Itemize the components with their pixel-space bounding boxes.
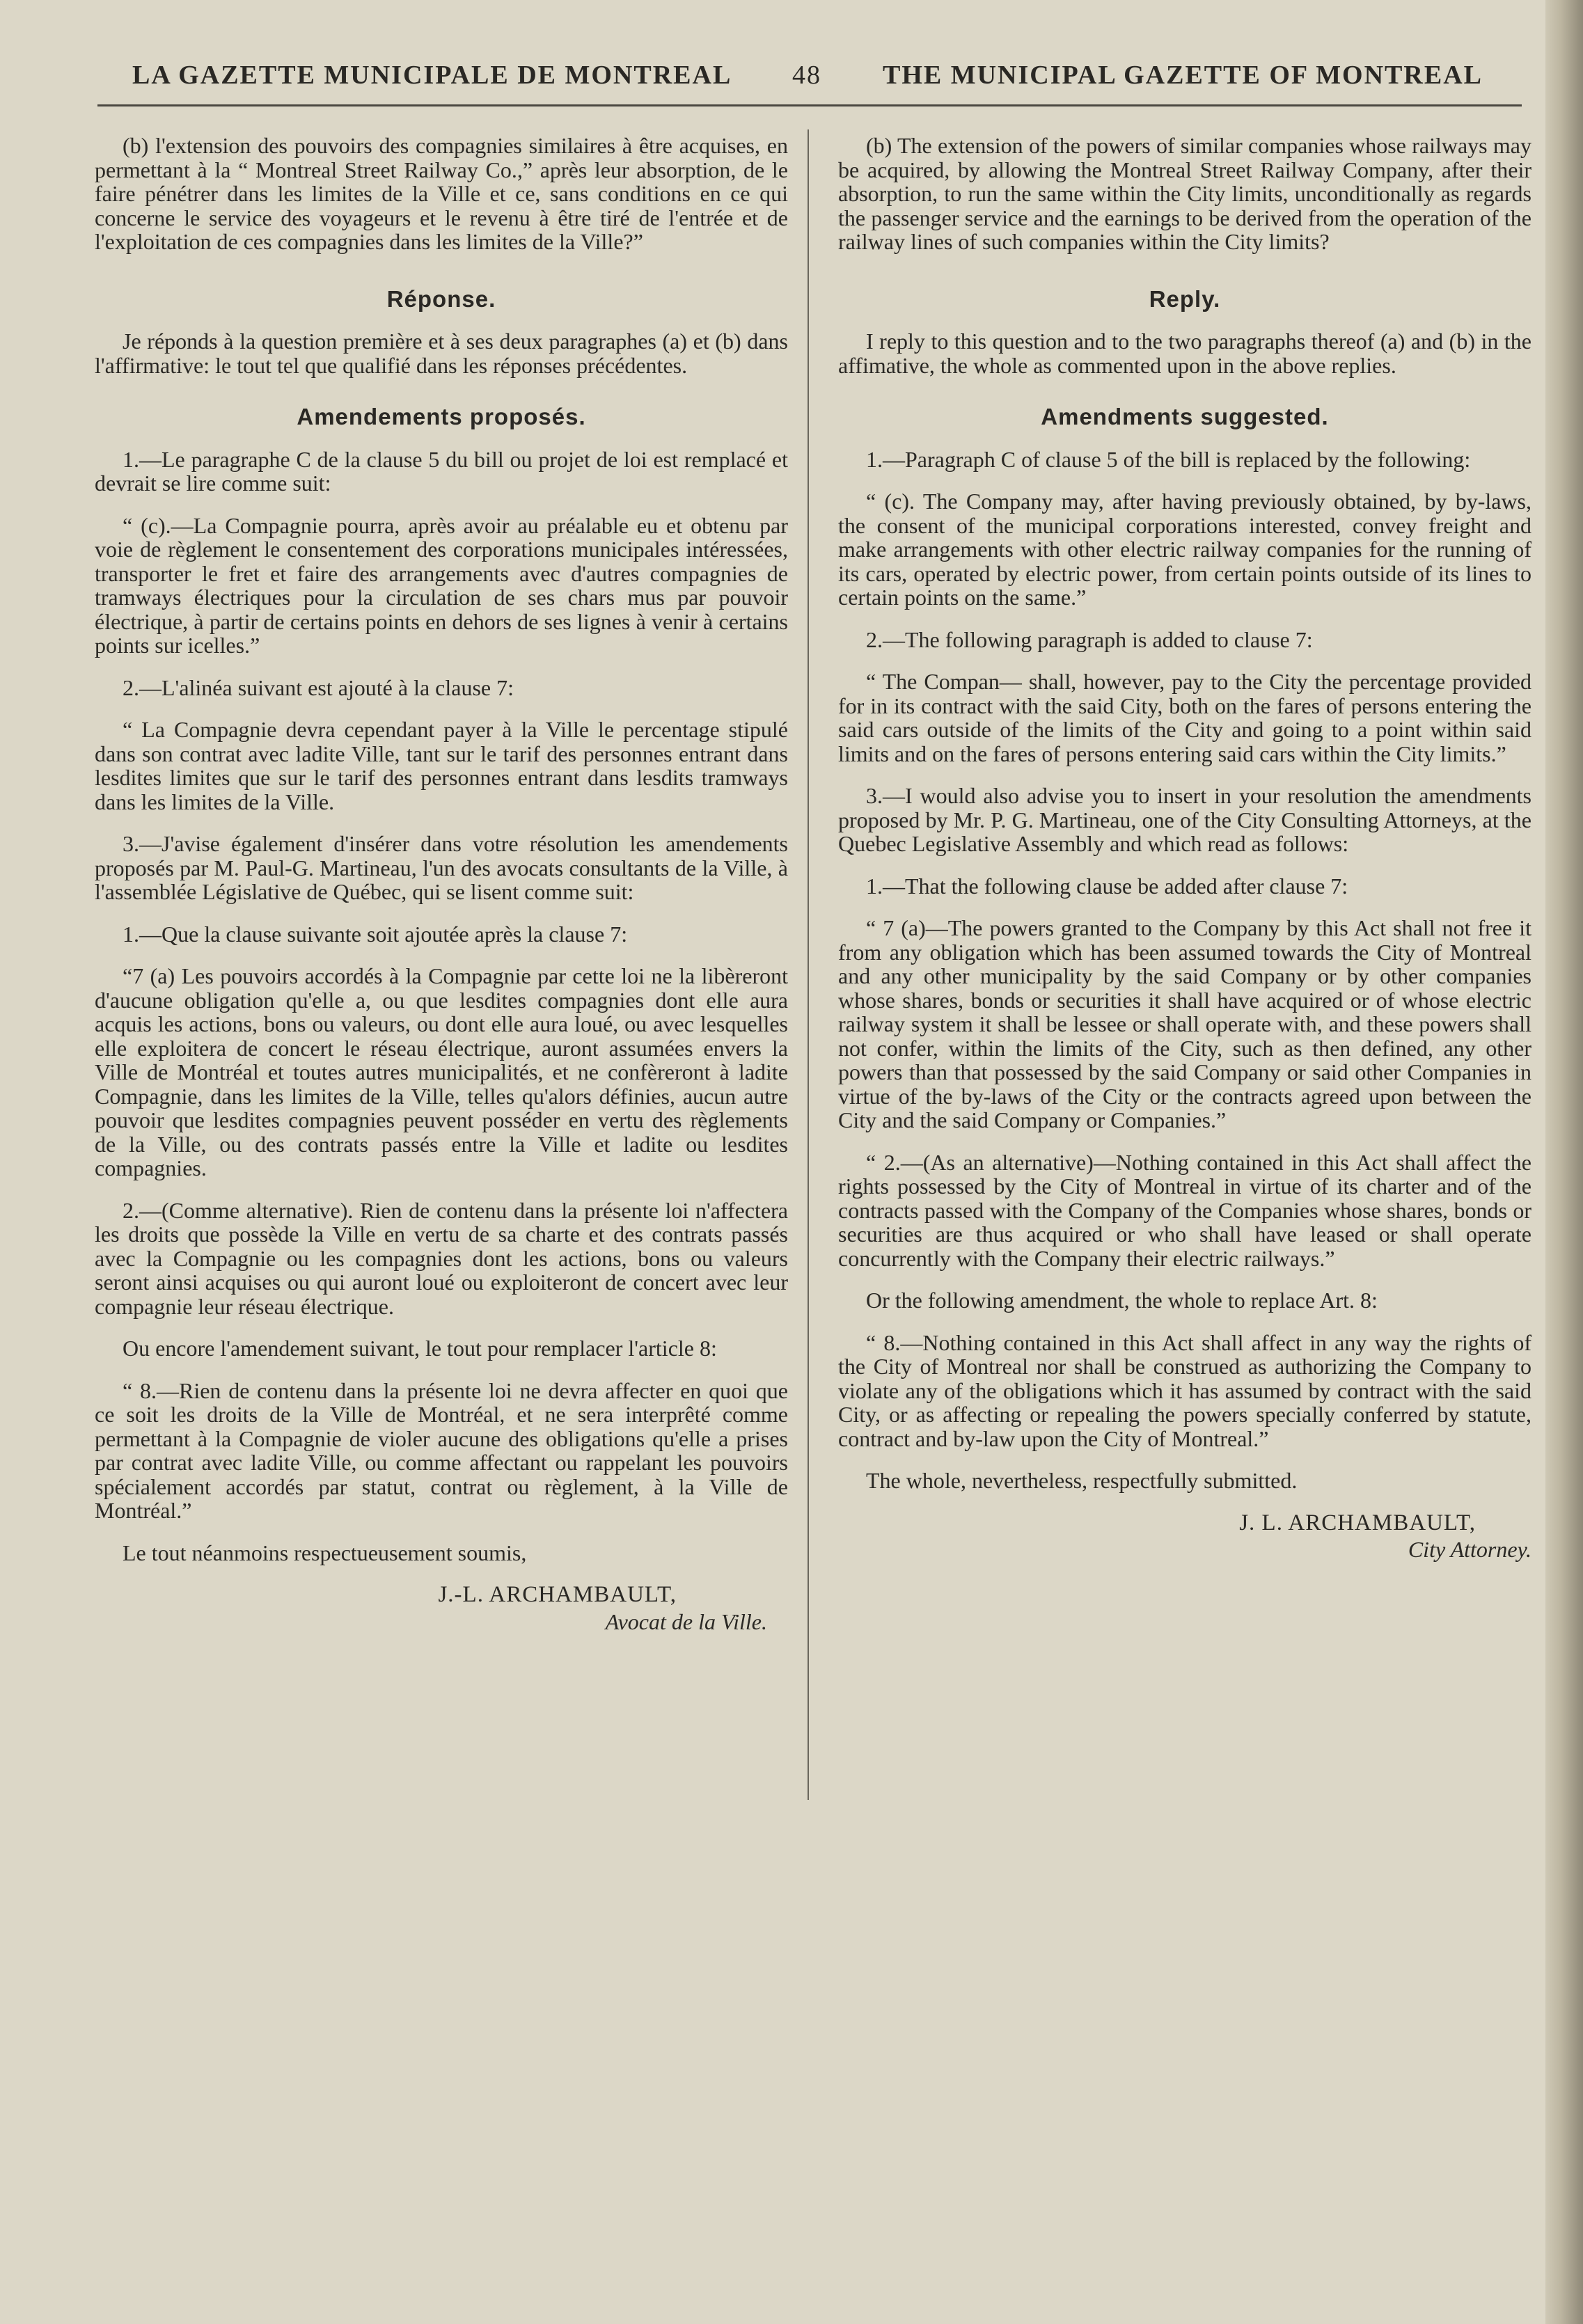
fr-closing: Le tout néanmoins respectueusement soumis, <box>123 1540 527 1565</box>
fr-signature-name: J.-L. ARCHAMBAULT, <box>438 1582 677 1607</box>
fr-amendment-2-text: “ La Compagnie devra cependant payer à la Ville le percentage stipulé dans son contrat avec ladite Ville, tant sur le tarif des personnes entrant dans lesdites limites que sur le tarif des personnes entrant dans lesdits tramways dans les limites de la Ville. <box>95 717 788 814</box>
en-clause-2-text: “ 2.—(As an alternative)—Nothing contained in this Act shall affect the rights possessed by the City of Montreal in virtue of its charter and of the contracts passed with the Company of the Companies whose shares, bonds or securities are thus acquired or who shall have leased or shall operate concurrently with the Company their electric railways.” <box>838 1149 1531 1271</box>
en-paragraph-b: (b) The extension of the powers of similar companies whose railways may be acquired, by allowing the Montreal Street Railway Company, after their absorption, to run the same within the City limits, unconditionally as regards the passenger service and the earnings to be derived from the operation of the railway lines of such companies within the City limits? <box>838 133 1531 254</box>
en-amendment-2: 2.—The following paragraph is added to clause 7: <box>866 626 1313 652</box>
en-amendment-3: 3.—I would also advise you to insert in your resolution the amendments proposed by Mr. P. G. Martineau, one of the City Consulting Attorneys, at the Quebec Legislative Assembly and which read as follows: <box>838 783 1531 856</box>
fr-signature-title: Avocat de la Ville. <box>605 1608 767 1634</box>
fr-amendment-2: 2.—L'alinéa suivant est ajouté à la clause 7: <box>123 674 514 700</box>
en-clause-1: 1.—That the following clause be added after clause 7: <box>866 873 1348 899</box>
en-clause-1-text: “ 7 (a)—The powers granted to the Company by this Act shall not free it from any obligation which has been assumed towards the City of Montreal and any other municipality by the said Company or by other companies whose shares, bonds or securities it shall have acquired or of whose electric railway system it shall be lessee or shall operate with, and these powers shall not confer, within the limits of the City, such as then defined, any other powers than that possessed by the said Company or said other Companies in virtue of the by-laws of the City or the contracts agreed upon between the City and the said Company or Companies.” <box>838 915 1531 1132</box>
fr-amendment-1: 1.—Le paragraphe C de la clause 5 du bill ou projet de loi est remplacé et devrait se lire comme suit: <box>95 446 788 496</box>
fr-amendments-heading: Amendements proposés. <box>297 404 586 429</box>
en-signature-title: City Attorney. <box>1408 1537 1531 1562</box>
column-divider <box>808 129 809 1800</box>
fr-ou-encore: Ou encore l'amendement suivant, le tout pour remplacer l'article 8: <box>123 1336 717 1361</box>
en-signature-name: J. L. ARCHAMBAULT, <box>1239 1510 1476 1535</box>
fr-article-8-text: “ 8.—Rien de contenu dans la présente loi ne devra affecter en quoi que ce soit les droits de la Ville de Montréal, et ne sera interprêté comme permettant à la Compagnie de violer aucune des obligations qu'elle a prises par contrat avec ladite Ville, ou comme affectant ou rappelant les pouvoirs spécialement accordés par statut, contrat ou règlement, à la Ville de Montréal.” <box>95 1377 788 1523</box>
header-rule <box>97 104 1522 106</box>
en-amendment-1: 1.—Paragraph C of clause 5 of the bill is replaced by the following: <box>866 446 1471 472</box>
en-reply-heading: Reply. <box>1149 285 1221 312</box>
en-amendment-1-text: “ (c). The Company may, after having previously obtained, by by-laws, the consent of the municipal corporations interested, convey freight and make arrangements with other electric railway companies for the running of its cars, operated by electric power, from certain points outside of its lines to certain points on the same.” <box>838 489 1531 610</box>
en-amendment-2-text: “ The Compan— shall, however, pay to the City the percentage provided for in its contract with the said City, both on the fares of persons entering the said cars outside of the limits of the City and going to a point within said limits and on the fares of persons entering said cars within the City limits.” <box>838 669 1531 766</box>
fr-paragraph-b: (b) l'extension des pouvoirs des compagnies similaires à être acquises, en permettant à la “ Montreal Street Railway Co.,” après leur absorption, de le faire pénétrer dans les limites de la Ville et ce, sans conditions en ce qui concerne le service des voyageurs et le revenu à être tiré de l'entrée et de l'exploitation de ces compagnies dans les limites de la Ville?” <box>95 133 788 254</box>
fr-amendment-1-text: “ (c).—La Compagnie pourra, après avoir au préalable eu et obtenu par voie de règlement le consentement des corporations municipales intéressées, transporter le fret et faire des arrangements avec d'autres compagnies de tramways électriques pour la circulation de ses chars mus par pouvoir électrique, à partir de certains points en dehors de ses lignes à venir à certains points sur icelles.” <box>95 512 788 658</box>
page-header <box>97 60 1522 109</box>
page-number: 48 <box>792 61 821 90</box>
en-or-following: Or the following amendment, the whole to replace Art. 8: <box>866 1288 1378 1313</box>
en-article-8-text: “ 8.—Nothing contained in this Act shall affect in any way the rights of the City of Montreal nor shall be construed as authorizing the Company to violate any of the obligations which it has assumed by contract with the said City, or as affecting or repealing the powers specially conferred by statute, contract and by-law upon the City of Montreal.” <box>838 1329 1531 1451</box>
header-english-title: THE MUNICIPAL GAZETTE OF MONTREAL <box>883 61 1483 90</box>
fr-clause-1: 1.—Que la clause suivante soit ajoutée après la clause 7: <box>123 921 628 947</box>
fr-clause-2-text: 2.—(Comme alternative). Rien de contenu dans la présente loi n'affectera les droits que possède la Ville en vertu de sa charte et des contrats passés avec la Compagnie ou les compagnies dont les actions, bons ou valeurs seront ainsi acquises ou qui auront loué ou exploiteront de concert avec leur compagnie leur réseau électrique. <box>95 1197 788 1319</box>
en-amendments-heading: Amendments suggested. <box>1041 404 1329 429</box>
fr-clause-1-text: “7 (a) Les pouvoirs accordés à la Compagnie par cette loi ne la libèreront d'aucune obligation qu'elle a, ou que lesdites compagnies dont elle aura acquis les actions, bons ou valeurs, ou dont elle aura loué, ou avec lesquelles elle exploitera de concert le réseau électrique, auront assumées envers la Ville de Montréal et toutes autres municipalités, et ne confèreront à ladite Compagnie, dans les limites de la Ville, telles qu'alors définies, aucun autre pouvoir que lesdites compagnies peuvent posséder en vertu des règlements de la Ville, ou des contrats passés entre la Ville et ladite ou lesdites compagnies. <box>95 963 788 1180</box>
english-column <box>838 134 1531 1562</box>
page-binding-edge <box>1545 0 1583 2324</box>
en-closing: The whole, nevertheless, respectfully submitted. <box>866 1468 1298 1493</box>
en-reply-text: I reply to this question and to the two paragraphs thereof (a) and (b) in the affimative, the whole as commented upon in the above replies. <box>838 329 1531 378</box>
header-french-title: LA GAZETTE MUNICIPALE DE MONTREAL <box>132 61 732 90</box>
fr-amendment-3: 3.—J'avise également d'insérer dans votre résolution les amendements proposés par M. Paul-G. Martineau, l'un des avocats consultants de la Ville, à l'assemblée Législative de Québec, qui se lisent comme suit: <box>95 831 788 904</box>
fr-reponse-heading: Réponse. <box>386 285 496 312</box>
fr-reponse-text: Je réponds à la question première et à ses deux paragraphes (a) et (b) dans l'affirmative: le tout tel que qualifié dans les réponses précédentes. <box>95 329 788 378</box>
french-column <box>95 134 788 1634</box>
